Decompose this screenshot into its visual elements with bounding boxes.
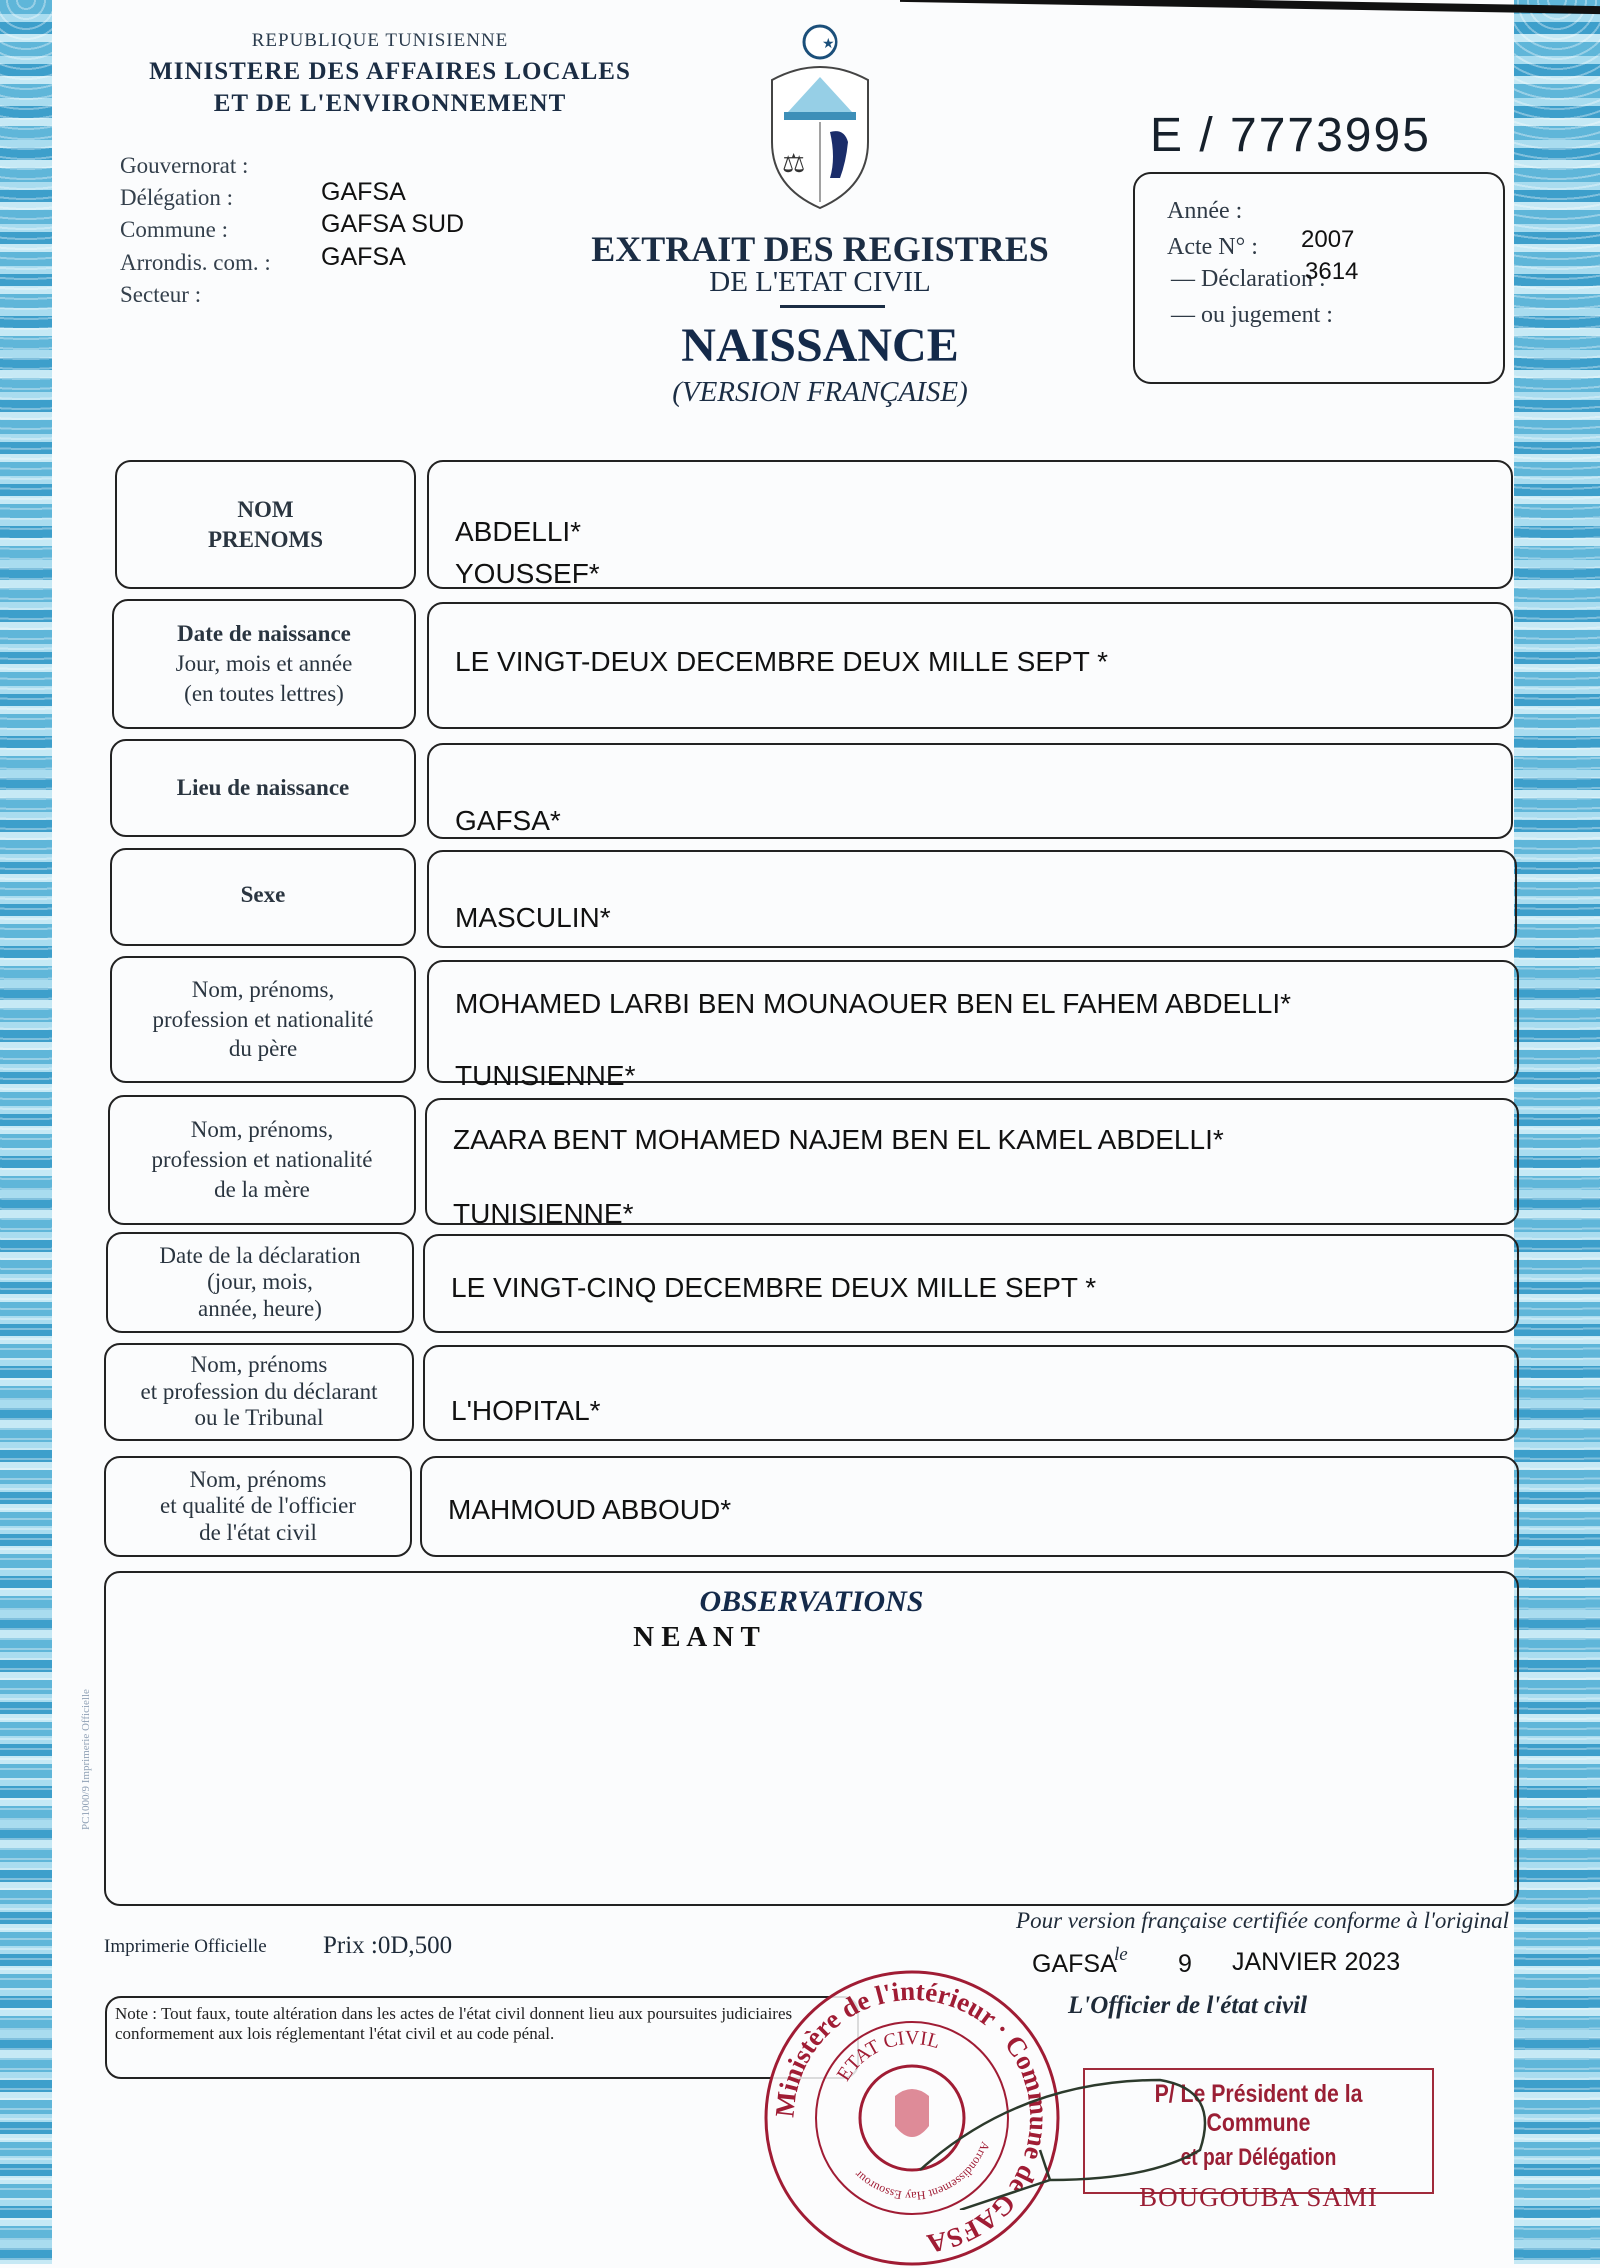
label-line: (jour, mois,	[207, 1269, 313, 1295]
left-decorative-border	[0, 0, 52, 2264]
value-officier	[420, 1456, 1519, 1557]
signature-line1: P/ Le Président de la Commune	[1154, 2080, 1363, 2137]
stamp-small-text: Arrondissement Hay Essourour	[851, 2139, 993, 2204]
delegation-label: Délégation :	[120, 185, 234, 210]
nom-value: ABDELLI*	[455, 516, 582, 547]
officer-title: L'Officier de l'état civil	[1068, 1992, 1308, 2019]
label-date-naissance	[112, 599, 416, 729]
acte-label: Acte N° :	[1167, 234, 1258, 260]
version-label: (VERSION FRANÇAISE)	[672, 376, 968, 408]
gouvernorat-label: Gouvernorat :	[120, 153, 249, 178]
commune-value: GAFSA SUD	[321, 210, 465, 238]
annee-label: Année :	[1167, 198, 1243, 224]
value-lieu-naissance	[427, 743, 1513, 839]
value-pere	[427, 960, 1519, 1091]
scan-edge	[900, 0, 1600, 14]
label-line: et profession du déclarant	[140, 1378, 378, 1404]
value-nom-prenoms	[427, 460, 1513, 589]
issue-le: le	[1114, 1944, 1128, 1965]
label-line: NOM	[237, 496, 294, 522]
date-naissance-value: LE VINGT-DEUX DECEMBRE DEUX MILLE SEPT *	[455, 646, 1108, 677]
value-date-naissance	[427, 602, 1513, 729]
label-officier	[104, 1456, 412, 1557]
tunisia-coat-of-arms-icon	[758, 22, 882, 212]
label-pere	[110, 956, 416, 1083]
acte-box	[1133, 172, 1505, 384]
issue-month-year: JANVIER 2023	[1232, 1948, 1401, 1976]
label-line: année, heure)	[198, 1295, 322, 1321]
issue-place: GAFSA	[1032, 1950, 1117, 1978]
pere-nationalite-value: TUNISIENNE*	[455, 1060, 636, 1091]
label-line: (en toutes lettres)	[184, 680, 344, 706]
label-lieu-naissance	[110, 739, 416, 837]
prenom-value: YOUSSEF*	[455, 558, 600, 589]
label-line: Date de la déclaration	[159, 1242, 361, 1268]
label-line: Date de naissance	[177, 621, 351, 647]
arrondissement-label: Arrondis. com. :	[120, 250, 271, 275]
handwritten-signature	[900, 2060, 1280, 2210]
officier-value: MAHMOUD ABBOUD*	[448, 1494, 732, 1525]
pere-name-value: MOHAMED LARBI BEN MOUNAOUER BEN EL FAHEM ABDELLI*	[455, 988, 1292, 1019]
issue-day: 9	[1178, 1950, 1192, 1978]
document-type: NAISSANCE	[681, 319, 959, 372]
document-subtitle: DE L'ETAT CIVIL	[709, 266, 931, 298]
label-declarant	[104, 1343, 414, 1441]
side-print-code: PC1000/9 Imprimerie Officielle	[80, 1689, 92, 1830]
label-line: de la mère	[214, 1176, 310, 1202]
signatory-name: BOUGOUBA SAMI	[1139, 2182, 1378, 2212]
title-divider	[780, 305, 885, 308]
document-title: EXTRAIT DES REGISTRES	[591, 229, 1049, 269]
observations-box	[104, 1571, 1519, 1906]
mere-nationalite-value: TUNISIENNE*	[453, 1198, 634, 1229]
label-line: du père	[228, 1036, 298, 1062]
observations-text: N E A N T	[633, 1621, 760, 1653]
jugement-label: — ou jugement :	[1171, 302, 1333, 328]
label-line: Nom, prénoms	[189, 1466, 327, 1492]
label-line: et qualité de l'officier	[160, 1493, 356, 1519]
value-mere	[425, 1098, 1519, 1229]
mere-name-value: ZAARA BENT MOHAMED NAJEM BEN EL KAMEL ABDELLI*	[453, 1124, 1224, 1155]
label-line: ou le Tribunal	[194, 1405, 324, 1431]
value-sexe	[427, 850, 1517, 948]
label-mere	[108, 1095, 416, 1225]
ministry-line1: MINISTERE DES AFFAIRES LOCALES	[149, 58, 631, 85]
declaration-label: — Déclaration :	[1171, 266, 1326, 292]
label-line: PRENOMS	[208, 526, 323, 552]
stamp-outer-text: Ministère de l'intérieur · Commune de GAFSA	[769, 1975, 1055, 2260]
svg-text:★: ★	[822, 37, 835, 52]
label-line: Jour, mois et année	[175, 651, 353, 677]
observations-title: OBSERVATIONS	[699, 1585, 924, 1618]
label-date-declaration	[106, 1232, 414, 1333]
printer-label: Imprimerie Officielle	[104, 1936, 267, 1957]
signature-line2: et par Délégation	[1180, 2144, 1337, 2171]
republic-label: REPUBLIQUE TUNISIENNE	[251, 30, 509, 51]
svg-text:⚖: ⚖	[782, 149, 806, 178]
ministry-line2: ET DE L'ENVIRONNEMENT	[213, 90, 567, 117]
declarant-value: L'HOPITAL*	[451, 1395, 601, 1426]
label-line: Lieu de naissance	[176, 775, 350, 801]
label-sexe	[110, 848, 416, 946]
commune-label: Commune :	[120, 217, 228, 242]
label-line: profession et nationalité	[151, 1147, 373, 1173]
label-line: de l'état civil	[199, 1519, 317, 1545]
label-line: Sexe	[240, 882, 286, 907]
annee-value: 2007	[1301, 226, 1355, 253]
label-nom-prenoms	[115, 460, 416, 589]
label-line: profession et nationalité	[152, 1006, 374, 1032]
right-decorative-border	[1514, 0, 1600, 2264]
label-line: Nom, prénoms	[190, 1352, 328, 1378]
legal-note: Note : Tout faux, toute altération dans les actes de l'état civil donnent lieu aux poursuites judiciaires conformement aux lois réglementant l'état civil et au code pénal.	[105, 1996, 859, 2079]
sexe-value: MASCULIN*	[455, 902, 611, 933]
value-declarant	[423, 1345, 1519, 1441]
certified-text: Pour version française certifiée conforme à l'original	[1016, 1908, 1509, 1933]
value-date-declaration	[423, 1234, 1519, 1333]
date-declaration-value: LE VINGT-CINQ DECEMBRE DEUX MILLE SEPT *	[451, 1272, 1097, 1303]
label-line: Nom, prénoms,	[190, 1117, 334, 1143]
arrondissement-value: GAFSA	[321, 243, 406, 271]
stamp-inner-text: ETAT CIVIL	[832, 2026, 943, 2085]
price-label: Prix :0D,500	[323, 1932, 453, 1959]
label-line: Nom, prénoms,	[191, 976, 335, 1002]
secteur-label: Secteur :	[120, 282, 202, 307]
lieu-naissance-value: GAFSA*	[455, 805, 561, 836]
delegation-value: GAFSA	[321, 178, 406, 206]
acte-number-value: 3614	[1305, 258, 1359, 285]
serial-number: E / 7773995	[1150, 109, 1431, 162]
